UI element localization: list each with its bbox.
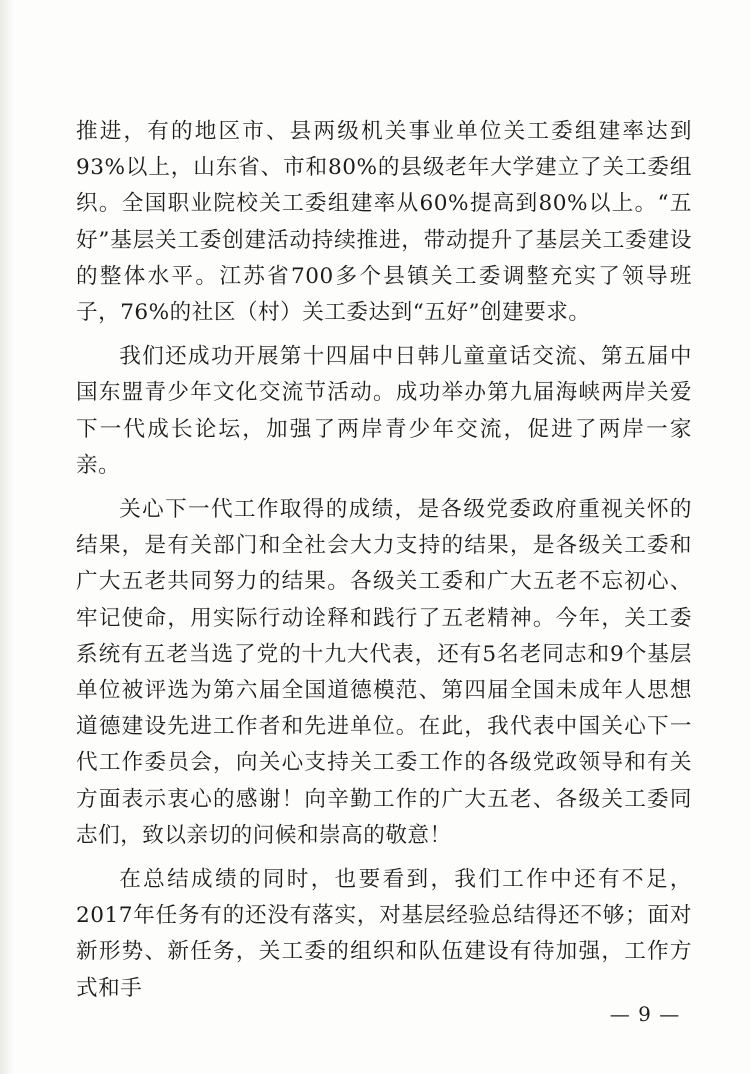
page-number: — 9 — bbox=[609, 1002, 681, 1026]
page-edge-shadow bbox=[0, 0, 14, 1074]
paragraph-achievements: 关心下一代工作取得的成绩，是各级党委政府重视关怀的结果，是有关部门和全社会大力支持的结果，是各级关工委和广大五老共同努力的结果。各级关工委和广大五老不忘初心、牢记使命，用实际行动诠释和践行了五老精神。今年，关工委系统有五老当选了党的十九大代表，还有5名老同志和9个基层单位被评选为第六届全国道德模范、第四届全国未成年人思想道德建设先进工作者和先进单位。在此，我代表中国关心下一代工作委员会，向关心支持关工委工作的各级党政领导和有关方面表示衷心的感谢！向辛勤工作的广大五老、各级关工委同志们，致以亲切的问候和崇高的敬意！ bbox=[76, 497, 692, 848]
paragraph-exchange-activities: 我们还成功开展第十四届中日韩儿童童话交流、第五届中国东盟青少年文化交流节活动。成功举办第九届海峡两岸关爱下一代成长论坛，加强了两岸青少年交流，促进了两岸一家亲。 bbox=[76, 344, 692, 478]
body-text bbox=[76, 114, 692, 1015]
paragraph-continued: 推进，有的地区市、县两级机关事业单位关工委组建率达到93%以上，山东省、市和80%的县级老年大学建立了关工委组织。全国职业院校关工委组建率从60%提高到80%以上。“五好”基层关工委创建活动持续推进，带动提升了基层关工委建设的整体水平。江苏省700多个县镇关工委调整充实了领导班子，76%的社区（村）关工委达到“五好”创建要求。 bbox=[76, 119, 692, 326]
paragraph-shortcomings: 在总结成绩的同时，也要看到，我们工作中还有不足，2017年任务有的还没有落实，对基层经验总结得还不够；面对新形势、新任务，关工委的组织和队伍建设有待加强，工作方式和手 bbox=[76, 867, 692, 1001]
